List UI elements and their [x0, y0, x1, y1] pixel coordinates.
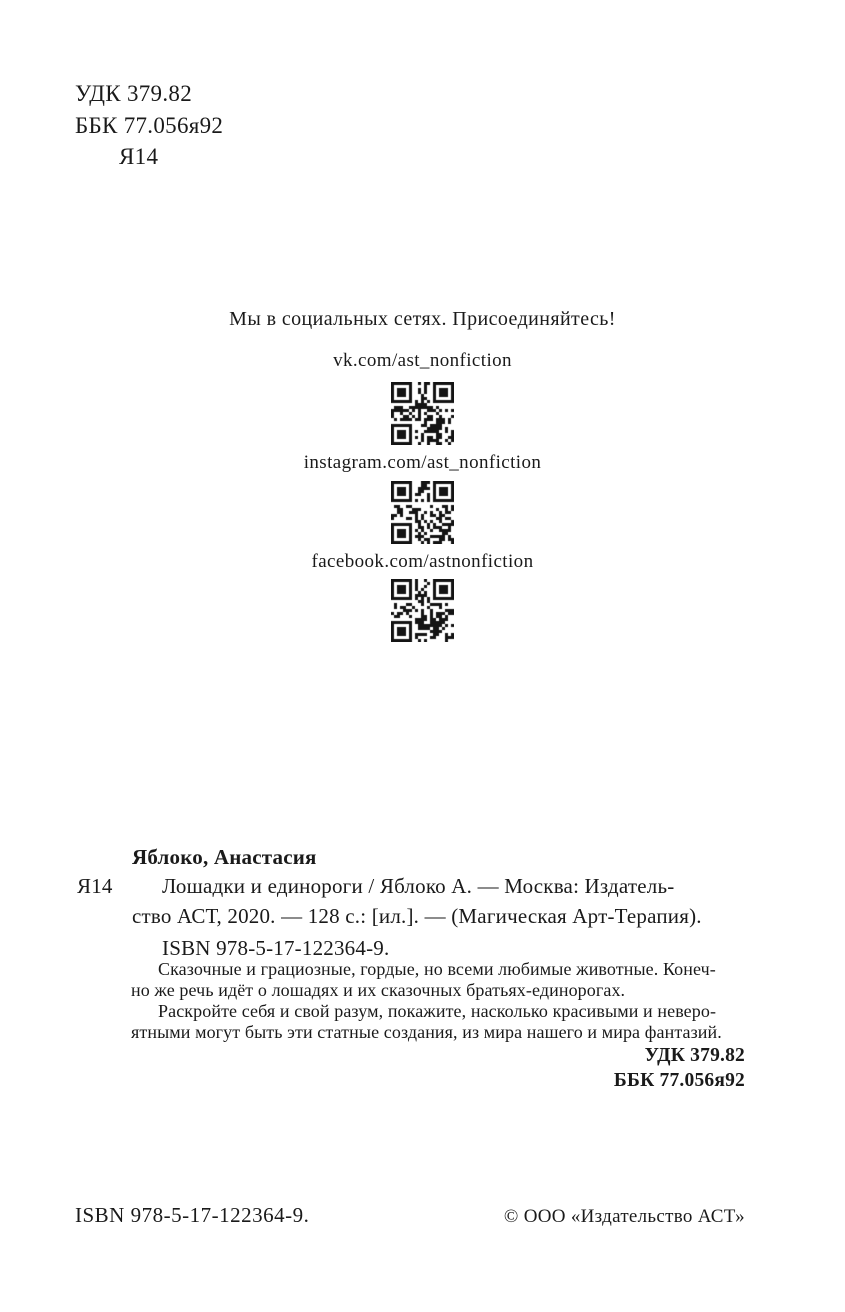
page-footer	[75, 1203, 745, 1228]
annotation-line: но же речь идёт о лошадях и их сказочных братьях-единорогах.	[131, 980, 626, 1000]
facebook-qr-code	[391, 579, 454, 642]
author-sign-top: Я14	[119, 144, 159, 169]
footer-copyright: © ООО «Издательство АСТ»	[503, 1206, 745, 1227]
biblio-entry	[77, 871, 752, 931]
biblio-entry-line: ство АСТ, 2020. — 128 с.: [ил.]. — (Магическая Арт-Терапия).	[132, 904, 702, 928]
footer-isbn: ISBN 978-5-17-122364-9.	[75, 1203, 310, 1227]
bbk-code-top: ББК 77.056я92	[75, 112, 224, 138]
bibliographic-record	[0, 843, 845, 1113]
biblio-entry-line: Лошадки и единороги / Яблоко А. — Москва: Издатель-	[162, 874, 675, 898]
annotation-line: Сказочные и грациозные, гордые, но всеми любимые животные. Конеч-	[158, 959, 716, 979]
facebook-qr-wrap	[0, 579, 845, 647]
instagram-qr-wrap	[0, 481, 845, 549]
vk-qr-wrap	[0, 382, 845, 450]
bbk-code-bottom: ББК 77.056я92	[613, 1070, 745, 1091]
annotation-line: Раскройте себя и свой разум, покажите, насколько красивыми и неверо-	[158, 1001, 717, 1021]
annotation-line: ятными могут быть эти статные создания, из мира нашего и мира фантазий.	[131, 1022, 722, 1042]
annotation	[131, 959, 745, 1043]
isbn-line: ISBN 978-5-17-122364-9.	[162, 936, 390, 960]
facebook-link-label: facebook.com/astnonfiction	[311, 551, 534, 572]
social-header: Мы в социальных сетях. Присоединяйтесь!	[229, 308, 616, 330]
social-media-section	[0, 308, 845, 648]
vk-link-label: vk.com/ast_nonfiction	[333, 350, 512, 371]
instagram-link-label: instagram.com/ast_nonfiction	[303, 452, 542, 473]
catalog-codes-top	[75, 78, 223, 173]
udk-code-top: УДК 379.82	[75, 81, 192, 106]
vk-qr-code	[391, 382, 454, 445]
udk-code-bottom: УДК 379.82	[644, 1045, 745, 1066]
instagram-qr-code	[391, 481, 454, 544]
catalog-code: Я14	[77, 874, 113, 898]
author-name: Яблоко, Анастасия	[132, 845, 317, 869]
catalog-codes-bottom	[614, 1043, 745, 1093]
